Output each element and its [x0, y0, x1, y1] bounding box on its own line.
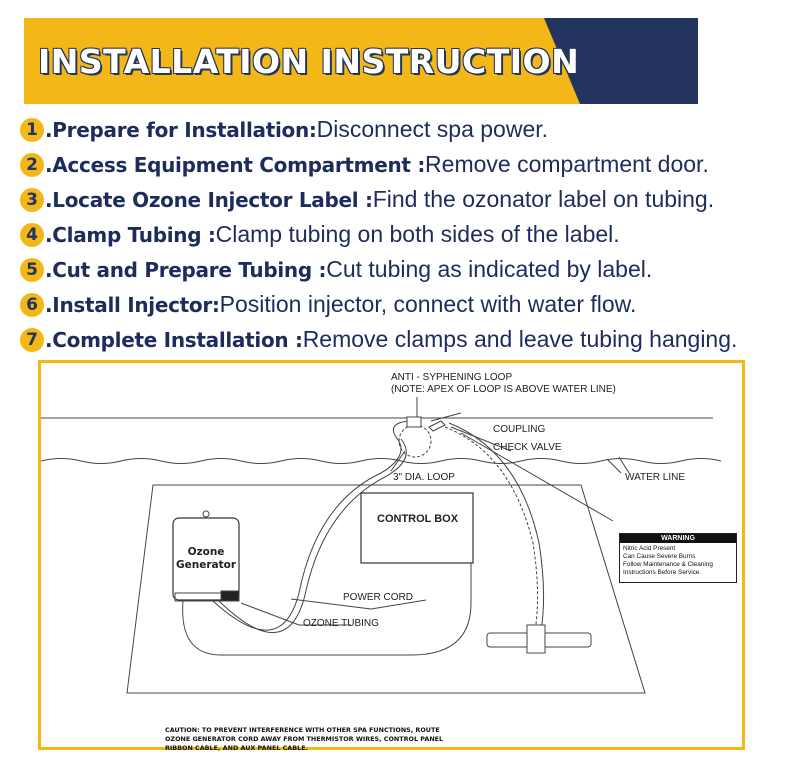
- step-title: .Install Injector:: [45, 292, 220, 317]
- list-item: [20, 252, 796, 287]
- step-number-badge: 7: [20, 328, 44, 352]
- check-valve: [429, 421, 445, 431]
- control-box-label: CONTROL BOX: [377, 513, 459, 525]
- step-number-badge: 1: [20, 118, 44, 142]
- ozone-generator-line2: Generator: [175, 559, 236, 571]
- caution-line: RIBBON CABLE, AND AUX PANEL CABLE.: [165, 744, 308, 752]
- warning-line: Can Cause Severe Burns: [623, 553, 696, 560]
- water-line-label: WATER LINE: [625, 472, 686, 483]
- coupling: [407, 417, 421, 427]
- injector-tubing: [445, 427, 538, 631]
- step-title: .Cut and Prepare Tubing :: [45, 257, 327, 282]
- step-title: .Complete Installation :: [45, 327, 303, 352]
- step-description: Remove compartment door.: [425, 151, 709, 177]
- list-item: [20, 322, 796, 357]
- ozone-generator-line1: Ozone: [187, 546, 225, 558]
- ozone-tubing-label: OZONE TUBING: [303, 618, 379, 629]
- loop-label: 3" DIA. LOOP: [393, 472, 455, 483]
- caution-line: OZONE GENERATOR CORD AWAY FROM THERMISTOR WIRES, CONTROL PANEL: [165, 735, 444, 743]
- list-item: [20, 112, 796, 147]
- step-title: .Prepare for Installation:: [45, 117, 317, 142]
- warning-label: [619, 533, 737, 583]
- list-item: [20, 287, 796, 322]
- step-description: Clamp tubing on both sides of the label.: [215, 221, 620, 247]
- anti-loop-label: ANTI - SYPHENING LOOP: [391, 372, 513, 383]
- step-number-badge: 4: [20, 223, 44, 247]
- step-description: Position injector, connect with water flow.: [219, 291, 637, 317]
- caution-line: CAUTION: TO PREVENT INTERFERENCE WITH OTHER SPA FUNCTIONS, ROUTE: [165, 726, 440, 734]
- warning-text: [620, 543, 736, 579]
- list-item: [20, 217, 796, 252]
- step-number-badge: 2: [20, 153, 44, 177]
- header-banner: [24, 18, 698, 104]
- step-title: .Clamp Tubing :: [45, 222, 216, 247]
- control-box: [361, 493, 473, 563]
- step-description: Disconnect spa power.: [316, 116, 549, 142]
- warning-line: Nitric Acid Present: [623, 545, 676, 552]
- power-cord: [183, 563, 471, 655]
- step-description: Cut tubing as indicated by label.: [326, 256, 653, 282]
- ozone-generator-label: [175, 546, 237, 572]
- check-valve-label: CHECK VALVE: [493, 442, 562, 453]
- page-title: INSTALLATION INSTRUCTION: [38, 42, 580, 81]
- water-line: [41, 459, 721, 464]
- list-item: [20, 147, 796, 182]
- step-number-badge: 6: [20, 293, 44, 317]
- warning-heading: WARNING: [620, 534, 736, 543]
- step-description: Remove clamps and leave tubing hanging.: [302, 326, 738, 352]
- power-cord-label: POWER CORD: [343, 592, 413, 603]
- step-title: .Access Equipment Compartment :: [45, 152, 426, 177]
- list-item: [20, 182, 796, 217]
- coupling-label: COUPLING: [493, 424, 546, 435]
- installation-diagram: [38, 360, 745, 750]
- steps-list: [20, 112, 796, 357]
- step-number-badge: 3: [20, 188, 44, 212]
- warning-line: Instructions Before Service.: [623, 569, 702, 576]
- step-number-badge: 5: [20, 258, 44, 282]
- step-description: Find the ozonator label on tubing.: [372, 186, 715, 212]
- warning-line: Follow Maintenance & Cleaning: [623, 561, 713, 568]
- step-title: .Locate Ozone Injector Label :: [45, 187, 373, 212]
- anti-loop-note: (NOTE: APEX OF LOOP IS ABOVE WATER LINE): [391, 384, 616, 395]
- caution-note: [165, 726, 495, 753]
